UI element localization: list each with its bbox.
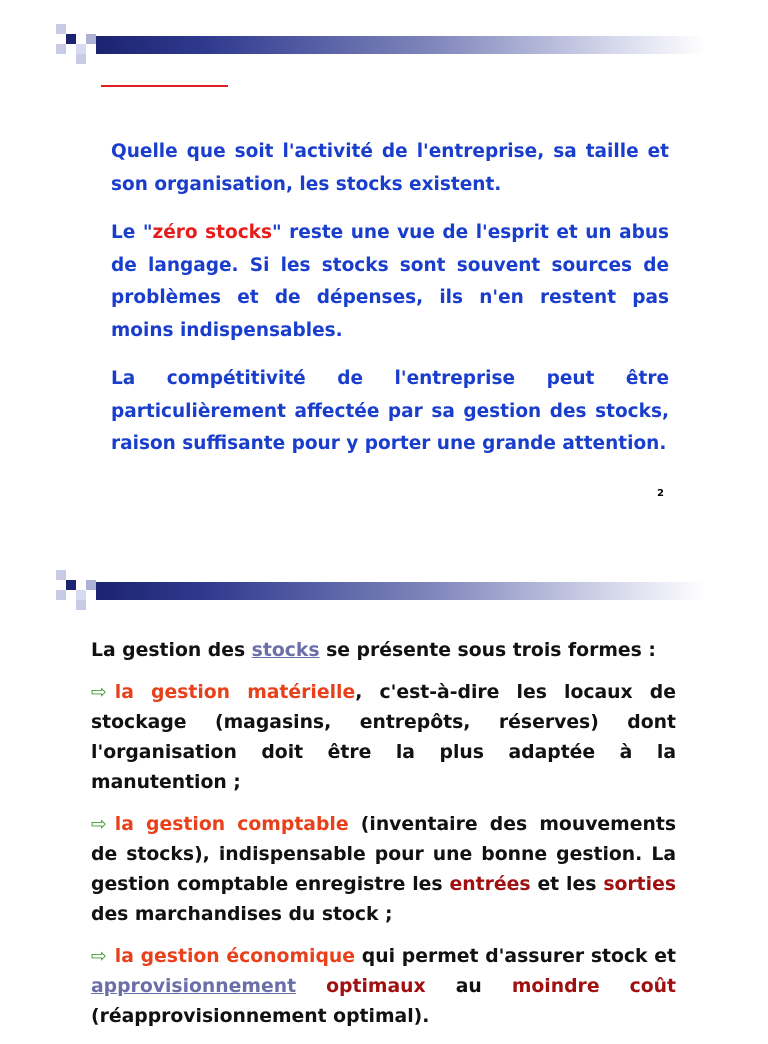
paragraph-2: Le "zéro stocks" reste une vue de l'esprit et un abus de langage. Si les stocks sont souvent sources de problèmes et de dépenses, ils n'en restent pas moins indispensables. bbox=[111, 222, 669, 341]
hollow-right-arrow-icon: ⇨ bbox=[91, 682, 107, 703]
slide-2-body bbox=[91, 636, 676, 1044]
slide-header-decoration bbox=[56, 24, 706, 64]
intro-line: La gestion des stocks se présente sous trois formes : bbox=[91, 640, 656, 661]
list-item-gestion-materielle: ⇨ la gestion matérielle, c'est-à-dire les locaux de stockage (magasins, entrepôts, réserves) dont l'organisation doit être la plus adaptée à la manutention ; bbox=[91, 682, 676, 793]
list-item-gestion-economique: ⇨ la gestion économique qui permet d'assurer stock et approvisionnement optimaux au moindre coût (réapprovisionnement optimal). bbox=[91, 946, 677, 1027]
hollow-right-arrow-icon: ⇨ bbox=[91, 814, 107, 835]
page-number: 2 bbox=[657, 488, 664, 499]
list-item-gestion-comptable: ⇨ la gestion comptable (inventaire des mouvements de stocks), indispensable pour une bonne gestion. La gestion comptable enregistre les entrées et les sorties des marchandises du stock ; bbox=[91, 814, 677, 925]
paragraph-1: Quelle que soit l'activité de l'entreprise, sa taille et son organisation, les stocks existent. bbox=[111, 141, 669, 195]
zero-stocks-highlight: zéro stocks bbox=[152, 222, 272, 243]
slide-1-body bbox=[111, 136, 669, 477]
header-gradient-bar bbox=[96, 36, 706, 54]
header-gradient-bar bbox=[96, 582, 706, 600]
paragraph-3: La compétitivité de l'entreprise peut être particulièrement affectée par sa gestion des stocks, raison suffisante pour y porter une grande attention. bbox=[111, 368, 669, 454]
title-underline bbox=[101, 85, 228, 87]
slide-header-decoration bbox=[56, 570, 706, 610]
stocks-link[interactable]: stocks bbox=[251, 640, 320, 661]
slide-1 bbox=[0, 0, 768, 520]
approvisionnement-link[interactable]: approvisionnement bbox=[91, 976, 297, 997]
slide-2 bbox=[0, 560, 768, 1027]
hollow-right-arrow-icon: ⇨ bbox=[91, 946, 107, 967]
